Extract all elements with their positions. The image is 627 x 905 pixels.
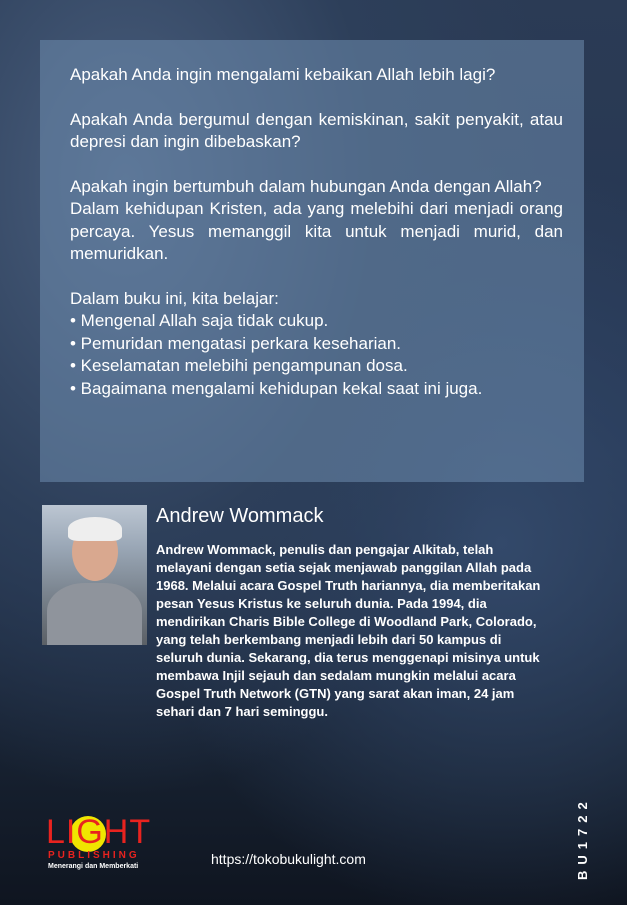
logo-sub: PUBLISHING	[48, 850, 140, 861]
logo-tagline: Menerangi dan Memberkati	[48, 863, 139, 870]
list-item: • Bagaimana mengalami kehidupan kekal saat ini juga.	[70, 378, 483, 398]
list-item: • Mengenal Allah saja tidak cukup.	[70, 311, 329, 330]
website-link[interactable]: https://tokobukulight.com	[211, 851, 366, 867]
list-item: • Keselamatan melebihi pengampunan dosa.	[70, 356, 408, 375]
question-2: Apakah Anda bergumul dengan kemiskinan, sakit penyakit, atau depresi dan ingin dibebaskan?	[70, 109, 563, 151]
publisher-logo	[44, 808, 154, 878]
author-photo	[42, 505, 147, 645]
author-bio: Andrew Wommack, penulis dan pengajar Alkitab, telah melayani dengan setia sejak menjawab panggilan Allah pada 1968. Melalui acara Gospel Truth hariannya, dia memberitakan pesan Yesus Kristus ke seluruh dunia. Pada 1994, dia mendirikan Charis Bible College di Woodland Park, Colorado, yang telah berkembang menjadi lebih dari 50 kampus di seluruh dunia. Sekarang, dia terus menggenapi misinya untuk membawa Injil sejauh dan sedalam mungkin melalui acara Gospel Truth Network (GTN) yang sarat akan iman, 24 jam sehari dan 7 hari seminggu.	[156, 542, 541, 719]
question-3: Apakah ingin bertumbuh dalam hubungan Anda dengan Allah?	[70, 176, 542, 196]
list-intro: Dalam buku ini, kita belajar:	[70, 288, 279, 308]
list-item: • Pemuridan mengatasi perkara keseharian.	[70, 333, 402, 353]
author-name: Andrew Wommack	[156, 505, 324, 527]
logo-text: LIGHT	[46, 813, 152, 851]
paragraph: Dalam kehidupan Kristen, ada yang melebihi dari menjadi orang percaya. Yesus memanggil kita untuk menjadi murid, dan memuridkan.	[70, 199, 563, 263]
question-1: Apakah Anda ingin mengalami kebaikan Allah lebih lagi?	[70, 65, 496, 84]
book-code: BU1722	[575, 796, 590, 880]
blurb-panel	[40, 40, 584, 482]
